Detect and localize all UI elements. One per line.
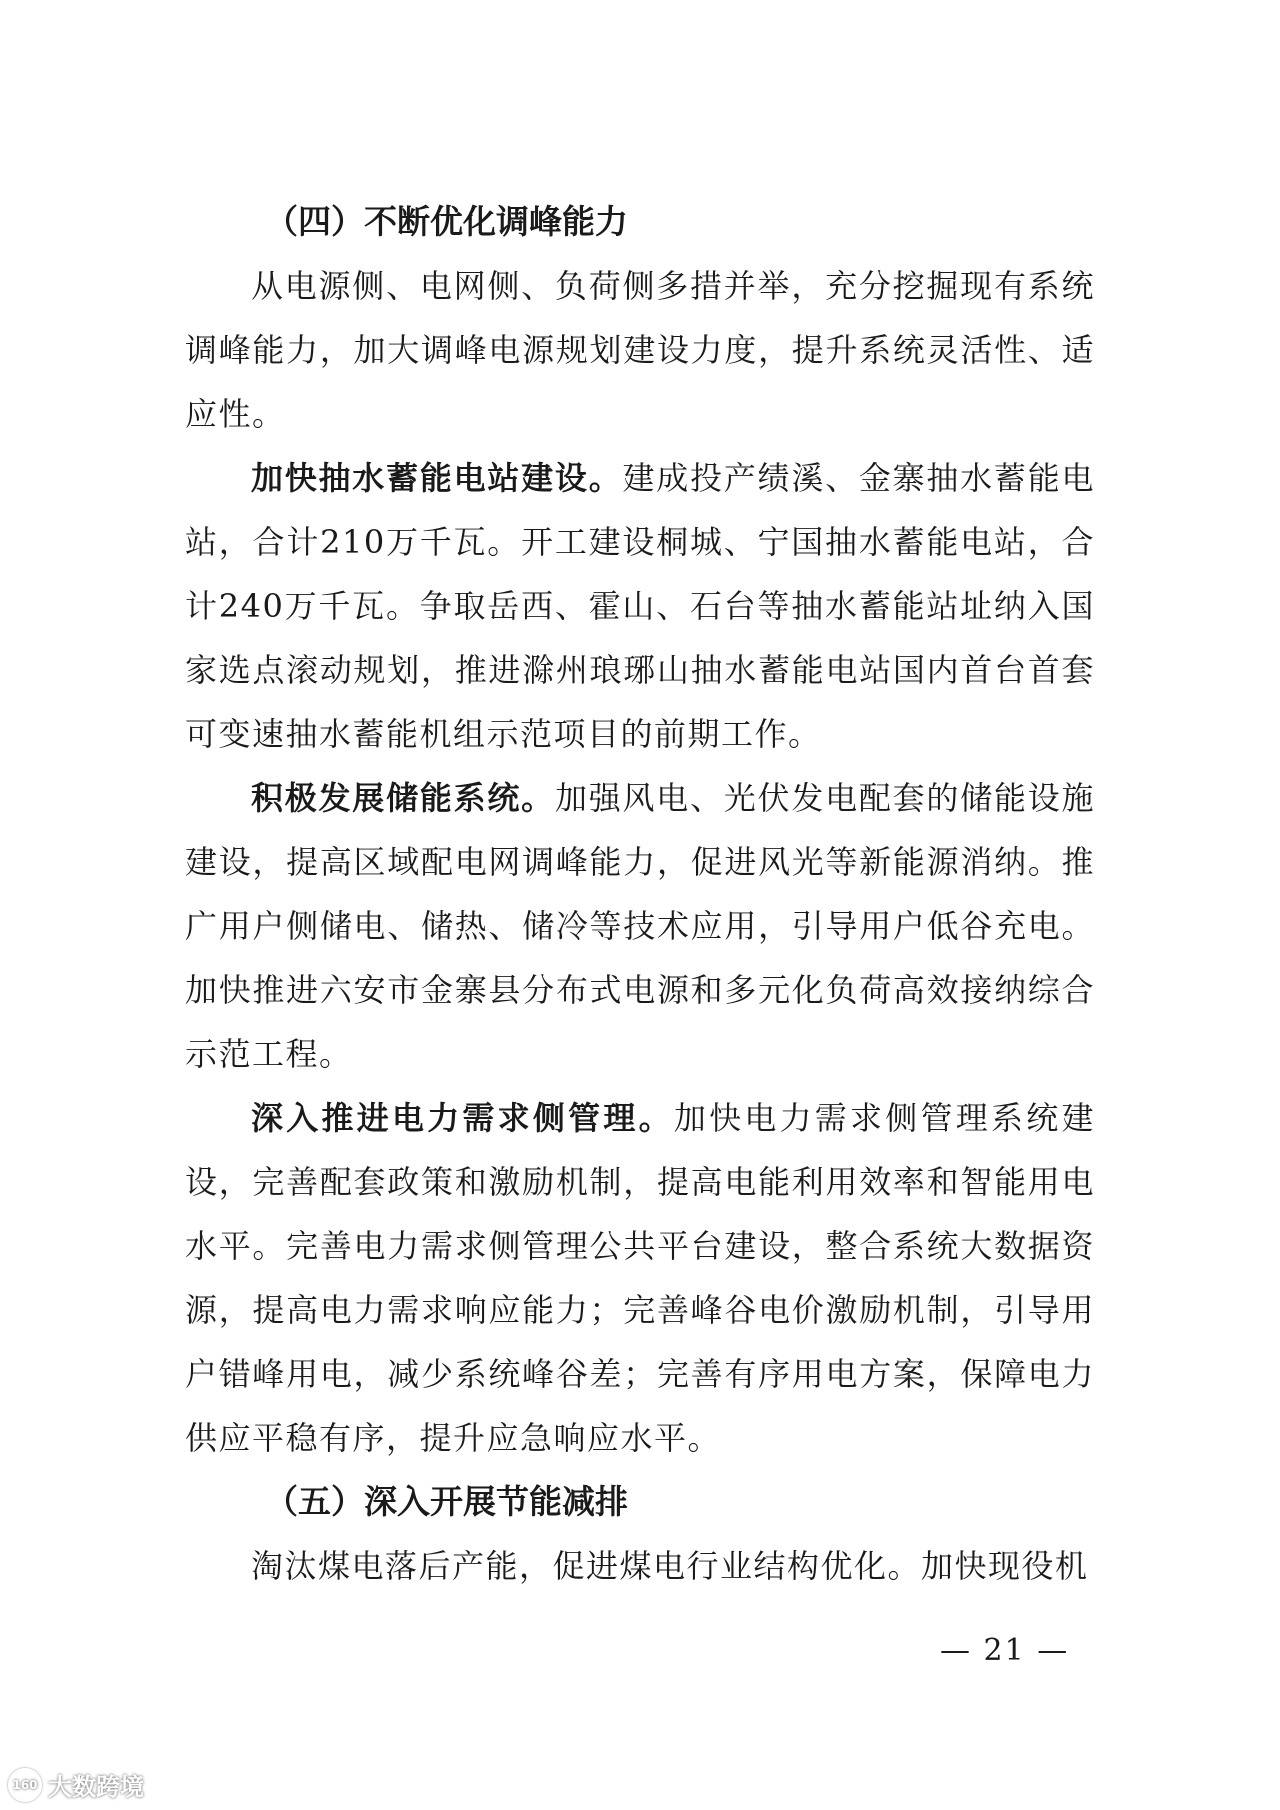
paragraph-intro <box>185 254 1095 446</box>
paragraph-lead: 深入推进电力需求侧管理。 <box>251 1099 674 1137</box>
document-body <box>185 190 1095 1598</box>
paragraph-coal-power <box>185 1534 1095 1598</box>
paragraph-lead: 积极发展储能系统。 <box>251 779 555 817</box>
paragraph-lead: 加快抽水蓄能电站建设。 <box>251 459 623 497</box>
paragraph-energy-storage <box>185 766 1095 1086</box>
paragraph-text: 淘汰煤电落后产能，促进煤电行业结构优化。加快现役机 <box>251 1547 1089 1585</box>
section-heading-5: （五）深入开展节能减排 <box>265 1482 628 1521</box>
paragraph-pumped-storage <box>185 446 1095 766</box>
section-heading-4: （四）不断优化调峰能力 <box>265 202 628 241</box>
paragraph-demand-side <box>185 1086 1095 1470</box>
watermark-brand-text: 大数跨境 <box>48 1773 144 1801</box>
paragraph-text: 加强风电、光伏发电配套的储能设施建设，提高区域配电网调峰能力，促进风光等新能源消纳。推广用户侧储电、储热、储冷等技术应用，引导用户低谷充电。加快推进六安市金寨县分布式电源和多元化负荷高效接纳综合示范工程。 <box>185 779 1095 1073</box>
brand-logo-icon: 160 <box>8 1768 42 1802</box>
paragraph-text: 建成投产绩溪、金寨抽水蓄能电站，合计210万千瓦。开工建设桐城、宁国抽水蓄能电站，合计240万千瓦。争取岳西、霍山、石台等抽水蓄能站址纳入国家选点滚动规划，推进滁州琅琊山抽水蓄能电站国内首台首套可变速抽水蓄能机组示范项目的前期工作。 <box>185 459 1095 753</box>
watermark <box>8 1767 144 1802</box>
paragraph-text: 加快电力需求侧管理系统建设，完善配套政策和激励机制，提高电能利用效率和智能用电水平。完善电力需求侧管理公共平台建设，整合系统大数据资源，提高电力需求响应能力；完善峰谷电价激励机制，引导用户错峰用电，减少系统峰谷差；完善有序用电方案，保障电力供应平稳有序，提升应急响应水平。 <box>185 1099 1095 1457</box>
page-number: — 21 — <box>940 1633 1070 1668</box>
paragraph-text: 从电源侧、电网侧、负荷侧多措并举，充分挖掘现有系统调峰能力，加大调峰电源规划建设力度，提升系统灵活性、适应性。 <box>185 267 1095 433</box>
